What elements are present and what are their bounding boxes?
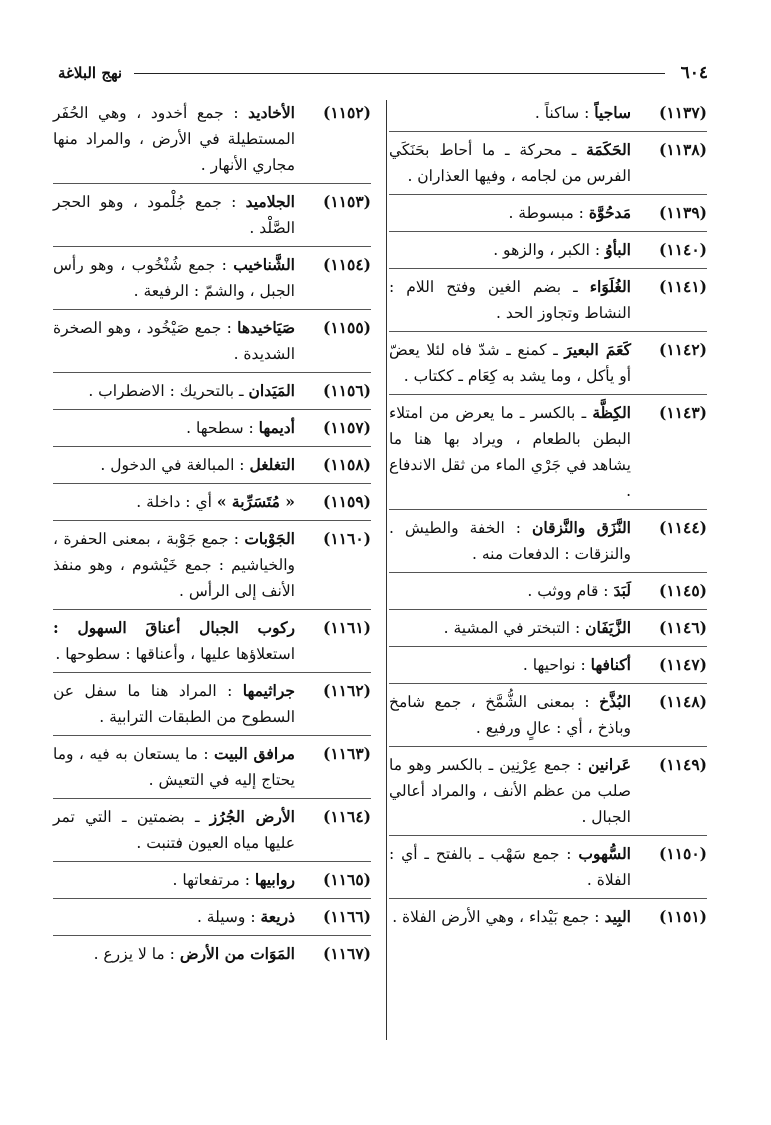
glossary-entry xyxy=(53,372,371,404)
glossary-entry xyxy=(53,446,371,478)
entry-definition: : جمع سَهْب ـ بالفتح ـ أي : الفلاة . xyxy=(389,845,631,889)
entry-definition: : ما يستعان به فيه ، وما يحتاج إليه في التعيش . xyxy=(53,745,295,789)
entry-definition: : جمع صَيْخُود ، وهو الصخرة الشديدة . xyxy=(53,319,295,363)
entry-term: السُّهوب xyxy=(578,844,631,863)
entry-term: الجَوْبات xyxy=(244,529,295,548)
entry-number: (١١٥٧) xyxy=(323,418,371,437)
entry-term: مَدحُوَّة xyxy=(588,203,631,222)
entry-definition: : التبختر في المشية . xyxy=(443,619,581,637)
glossary-entry xyxy=(53,672,371,730)
entry-term: المَيَدان xyxy=(248,381,295,400)
glossary-entry xyxy=(389,231,707,263)
entry-term: كَعَمَ البعيرَ xyxy=(564,340,632,359)
entry-number: (١١٥٥) xyxy=(323,318,371,337)
entry-number: (١١٤٧) xyxy=(659,655,707,674)
entry-definition: : الكبر ، والزهو . xyxy=(493,241,601,259)
page-header xyxy=(58,58,708,88)
entry-number: (١١٤٩) xyxy=(659,755,707,774)
entry-definition: : بمعنى الشُّمَّخ ، جمع شامخ وباذخ ، أي : عالٍ ورفيع . xyxy=(389,693,631,737)
entry-term: البأوُ xyxy=(605,240,631,259)
entry-definition: : جمع جُلْمود ، وهو الحجر الصَّلْد . xyxy=(53,193,295,237)
entry-definition: : جمع عِرْنِين ـ بالكسر وهو ما صلب من عظم الأنف ، والمراد أعالي الجبال . xyxy=(389,756,631,826)
entry-number: (١١٤٢) xyxy=(659,340,707,359)
entry-number: (١١٦٦) xyxy=(323,907,371,926)
entry-number: (١١٣٧) xyxy=(659,103,707,122)
entry-definition: : المبالغة في الدخول . xyxy=(100,456,245,474)
entry-term: لَبَدَ xyxy=(613,581,631,600)
glossary-entry xyxy=(53,798,371,856)
entry-definition: : قام ووثب . xyxy=(527,582,609,600)
header-rule xyxy=(134,73,664,74)
entry-definition: استعلاؤها عليها ، وأعناقها : سطوحها . xyxy=(55,645,295,663)
entry-number: (١١٤١) xyxy=(659,277,707,296)
entry-definition: : جمع جَوْبة ، بمعنى الحفرة ، والخياشيم : جمع خَيْشوم ، وهو منفذ الأنف إلى الرأس . xyxy=(53,530,295,600)
glossary-entry xyxy=(53,861,371,893)
entry-number: (١١٥٢) xyxy=(323,103,371,122)
entry-number: (١١٤٠) xyxy=(659,240,707,259)
entry-number: (١١٣٨) xyxy=(659,140,707,159)
entry-number: (١١٤٥) xyxy=(659,581,707,600)
entry-definition: ـ بالكسر ـ ما يعرض من امتلاء البطن بالطعام ، ويراد بها هنا ما يشاهد في جَرْي الماء من ثقل الاندفاع . xyxy=(389,404,631,500)
glossary-entry xyxy=(389,100,707,126)
entry-definition: ـ بضم الغين وفتح اللام : النشاط وتجاوز الحد . xyxy=(389,278,631,322)
glossary-entry xyxy=(389,268,707,326)
entry-term: التغلغل xyxy=(249,455,295,474)
entry-term: ركوب الجبال أعناقَ السهول : xyxy=(53,618,295,637)
entry-number: (١١٥٨) xyxy=(323,455,371,474)
entry-definition: ـ بالتحريك : الاضطراب . xyxy=(88,382,244,400)
glossary-entry xyxy=(53,409,371,441)
entry-number: (١١٤٤) xyxy=(659,518,707,537)
glossary-entry xyxy=(389,509,707,567)
entry-number: (١١٣٩) xyxy=(659,203,707,222)
entry-term: النَّزَق والنَّزقان xyxy=(531,518,631,537)
right-column xyxy=(389,100,707,935)
entry-number: (١١٤٨) xyxy=(659,692,707,711)
entry-number: (١١٥١) xyxy=(659,907,707,926)
glossary-entry xyxy=(389,194,707,226)
glossary-entry xyxy=(53,309,371,367)
entry-term: الحَكَمَة xyxy=(586,140,631,159)
entry-number: (١١٥٠) xyxy=(659,844,707,863)
entry-term: الغُلَوَاء xyxy=(589,277,631,296)
entry-definition: ـ بضمتين ـ التي تمر عليها مياه العيون فتنبت . xyxy=(53,808,295,852)
entry-number: (١١٥٩) xyxy=(323,492,371,511)
glossary-entry xyxy=(389,646,707,678)
entry-term: صَيَاخيدها xyxy=(237,318,295,337)
entry-number: (١١٦٢) xyxy=(323,681,371,700)
glossary-entry xyxy=(389,572,707,604)
glossary-entry xyxy=(53,609,371,667)
entry-number: (١١٦٤) xyxy=(323,807,371,826)
glossary-entry xyxy=(389,683,707,741)
entry-term: أكنافها xyxy=(590,655,631,674)
glossary-entry xyxy=(389,331,707,389)
glossary-entry xyxy=(53,246,371,304)
glossary-entry xyxy=(389,131,707,189)
entry-definition: أي : داخلة . xyxy=(136,493,212,511)
entry-number: (١١٤٣) xyxy=(659,403,707,422)
glossary-entry xyxy=(53,735,371,793)
page-number: ٦٠٤ xyxy=(680,63,708,83)
glossary-entry xyxy=(389,394,707,504)
entry-number: (١١٦٥) xyxy=(323,870,371,889)
glossary-entry xyxy=(389,898,707,930)
entry-definition: : ساكناً . xyxy=(534,104,590,122)
entry-term: الكِظَّة xyxy=(592,403,631,422)
entry-definition: : نواحيها . xyxy=(522,656,586,674)
entry-term: البِيد xyxy=(604,907,631,926)
glossary-entry xyxy=(53,100,371,178)
glossary-entry xyxy=(53,183,371,241)
glossary-entry xyxy=(53,483,371,515)
glossary-entry xyxy=(389,746,707,830)
entry-definition: : مرتفعاتها . xyxy=(172,871,250,889)
glossary-entry xyxy=(389,609,707,641)
entry-definition: : ما لا يزرع . xyxy=(93,945,175,963)
entry-term: الأرض الجُرُز xyxy=(209,807,295,826)
entry-number: (١١٦٠) xyxy=(323,529,371,548)
entry-term: روابيها xyxy=(254,870,295,889)
entry-term: الجلاميد xyxy=(245,192,295,211)
entry-definition: : المراد هنا ما سفل عن السطوح من الطبقات الترابية . xyxy=(53,682,295,726)
entry-term: مرافق البيت xyxy=(214,744,295,763)
entry-term: الأخاديد xyxy=(248,103,295,122)
glossary-entry xyxy=(53,935,371,967)
entry-term: جراثيمها xyxy=(242,681,295,700)
entry-term: أديمها xyxy=(258,418,295,437)
book-title: نهج البلاغة xyxy=(58,64,123,82)
column-divider xyxy=(386,100,387,1040)
entry-definition: : جمع أخدود ، وهي الحُفَر المستطيلة في الأرض ، والمراد منها مجاري الأنهار . xyxy=(53,104,295,174)
entry-term: الشَّناخيب xyxy=(233,255,295,274)
glossary-entry xyxy=(53,898,371,930)
entry-number: (١١٦١) xyxy=(323,618,371,637)
entry-term: المَوَات من الأرض xyxy=(179,944,295,963)
entry-definition: : الخفة والطيش . والنزقات : الدفعات منه . xyxy=(389,519,631,563)
entry-number: (١١٤٦) xyxy=(659,618,707,637)
entry-number: (١١٦٧) xyxy=(323,944,371,963)
entry-term: البُذَّخ xyxy=(599,692,632,711)
entry-definition: : جمع بَيْداء ، وهي الأرض الفلاة . xyxy=(392,908,600,926)
entry-definition: ـ كمنع ـ شدّ فاه لئلا يعضّ أو يأكل ، وما يشد به كِعَام ـ ككتاب . xyxy=(389,341,631,385)
entry-definition: : جمع شُنْخُوب ، وهو رأس الجبل ، والشمّ : الرفيعة . xyxy=(53,256,295,300)
glossary-entry xyxy=(53,520,371,604)
entry-number: (١١٥٦) xyxy=(323,381,371,400)
glossary-entry xyxy=(389,835,707,893)
entry-term: « مُتَسَرِّبة » xyxy=(216,492,295,511)
entry-term: ساجياً xyxy=(594,103,631,122)
entry-definition: ـ محركة ـ ما أحاط بحَنَكَي الفرس من لجامه ، وفيها العذاران . xyxy=(389,141,631,185)
entry-number: (١١٥٣) xyxy=(323,192,371,211)
entry-definition: : مبسوطة . xyxy=(508,204,584,222)
entry-term: ذريعة xyxy=(260,907,295,926)
entry-term: عَرانين xyxy=(588,755,631,774)
entry-definition: : وسيلة . xyxy=(196,908,256,926)
entry-definition: : سطحها . xyxy=(186,419,254,437)
entry-term: الزَّيَفَان xyxy=(585,618,631,637)
entry-number: (١١٦٣) xyxy=(323,744,371,763)
entry-number: (١١٥٤) xyxy=(323,255,371,274)
left-column xyxy=(53,100,371,972)
